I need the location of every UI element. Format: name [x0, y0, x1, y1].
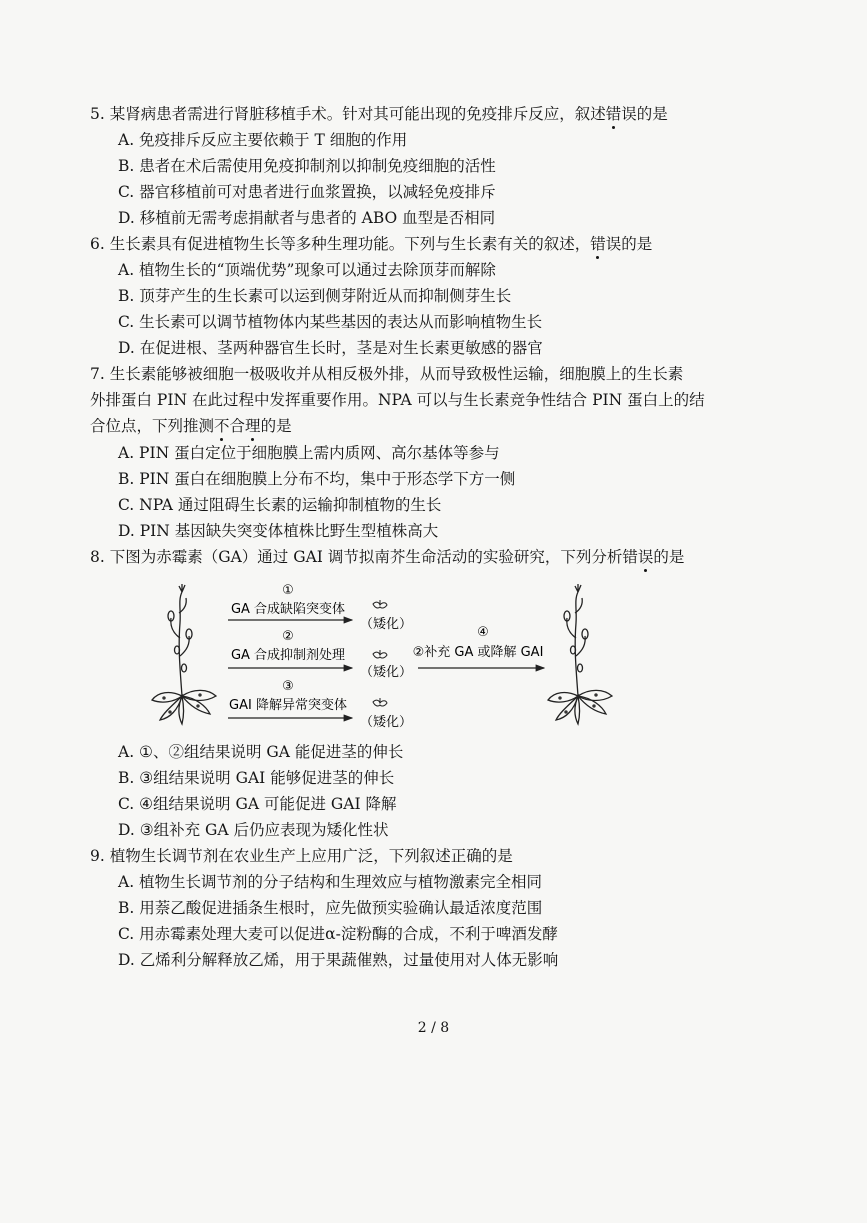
q7-option-c[interactable]: C. NPA 通过阻碍生长素的运输抑制植物的生长 [118, 496, 442, 514]
step-1-number: ① [282, 583, 294, 598]
dwarf-label-2: （矮化） [359, 665, 413, 680]
q5-stem: 5. 某肾病患者需进行肾脏移植手术。针对其可能出现的免疫排斥反应，叙述错误的是 [90, 105, 668, 123]
q8-option-a[interactable]: A. ①、②组结果说明 GA 能促进茎的伸长 [118, 743, 404, 761]
emphasis-dot: 不 [214, 417, 230, 435]
step-3-number: ③ [282, 679, 294, 694]
q7-option-a[interactable]: A. PIN 蛋白定位于细胞膜上需内质网、高尔基体等参与 [118, 444, 500, 462]
experiment-figure [140, 578, 640, 738]
dwarf-plant-2-icon [373, 650, 387, 658]
emphasis-dot: 错 [605, 105, 622, 123]
q9-option-b[interactable]: B. 用萘乙酸促进插条生根时，应先做预实验确认最适浓度范围 [118, 899, 543, 917]
dwarf-plant-3-icon [373, 698, 387, 706]
emphasis-dot: 理 [245, 417, 261, 435]
dwarf-plant-1-icon [373, 600, 387, 608]
q8-option-b[interactable]: B. ③组结果说明 GAI 能够促进茎的伸长 [118, 769, 395, 787]
step-2-label: GA 合成抑制剂处理 [230, 648, 346, 663]
step-4-label: ②补充 GA 或降解 GAI [412, 645, 544, 660]
step-2-number: ② [282, 629, 294, 644]
step-4-number: ④ [477, 625, 489, 640]
q7-stem-line1: 7. 生长素能够被细胞一极吸收并从相反极外排，从而导致极性运输，细胞膜上的生长素 [90, 365, 684, 383]
dwarf-label-1: （矮化） [359, 617, 413, 632]
q9-option-a[interactable]: A. 植物生长调节剂的分子结构和生理效应与植物激素完全相同 [118, 873, 543, 891]
page-number: 2 / 8 [417, 1020, 450, 1036]
q5-option-c[interactable]: C. 器官移植前可对患者进行血浆置换，以减轻免疫排斥 [118, 183, 496, 201]
tall-plant-right-icon [548, 584, 612, 724]
q8-option-d[interactable]: D. ③组补充 GA 后仍应表现为矮化性状 [118, 821, 389, 839]
q9-option-d[interactable]: D. 乙烯利分解释放乙烯，用于果蔬催熟，过量使用对人体无影响 [118, 951, 559, 969]
q7-option-b[interactable]: B. PIN 蛋白在细胞膜上分布不均，集中于形态学下方一侧 [118, 470, 516, 488]
q6-stem: 6. 生长素具有促进植物生长等多种生理功能。下列与生长素有关的叙述，错误的是 [90, 235, 653, 253]
step-1-label: GA 合成缺陷突变体 [230, 602, 346, 617]
q9-option-c[interactable]: C. 用赤霉素处理大麦可以促进α-淀粉酶的合成，不利于啤酒发酵 [118, 925, 558, 943]
q6-option-d[interactable]: D. 在促进根、茎两种器官生长时，茎是对生长素更敏感的器官 [118, 339, 543, 357]
q7-stem-line3: 合位点，下列推测不合理的是 [90, 417, 292, 435]
emphasis-dot: 误 [637, 548, 654, 566]
dwarf-label-3: （矮化） [359, 715, 413, 730]
q5-option-d[interactable]: D. 移植前无需考虑捐献者与患者的 ABO 血型是否相同 [118, 209, 496, 227]
q8-stem: 8. 下图为赤霉素（GA）通过 GAI 调节拟南芥生命活动的实验研究，下列分析错误的是 [90, 548, 685, 566]
q6-option-a[interactable]: A. 植物生长的“顶端优势”现象可以通过去除顶芽而解除 [118, 261, 496, 279]
q7-stem-line2: 外排蛋白 PIN 在此过程中发挥重要作用。NPA 可以与生长素竞争性结合 PIN 蛋白上的结 [90, 391, 705, 409]
step-3-label: GAI 降解异常突变体 [229, 698, 347, 713]
tall-plant-left-icon [152, 584, 216, 724]
q5-option-b[interactable]: B. 患者在术后需使用免疫抑制剂以抑制免疫细胞的活性 [118, 157, 496, 175]
q5-option-a[interactable]: A. 免疫排斥反应主要依赖于 T 细胞的作用 [118, 131, 408, 149]
emphasis-dot: 错 [590, 235, 606, 253]
q7-option-d[interactable]: D. PIN 基因缺失突变体植株比野生型植株高大 [118, 522, 439, 540]
q6-option-c[interactable]: C. 生长素可以调节植物体内某些基因的表达从而影响植物生长 [118, 313, 543, 331]
q8-option-c[interactable]: C. ④组结果说明 GA 可能促进 GAI 降解 [118, 795, 397, 813]
q6-option-b[interactable]: B. 顶芽产生的生长素可以运到侧芽附近从而抑制侧芽生长 [118, 287, 512, 305]
q9-stem: 9. 植物生长调节剂在农业生产上应用广泛，下列叙述正确的是 [90, 847, 513, 865]
